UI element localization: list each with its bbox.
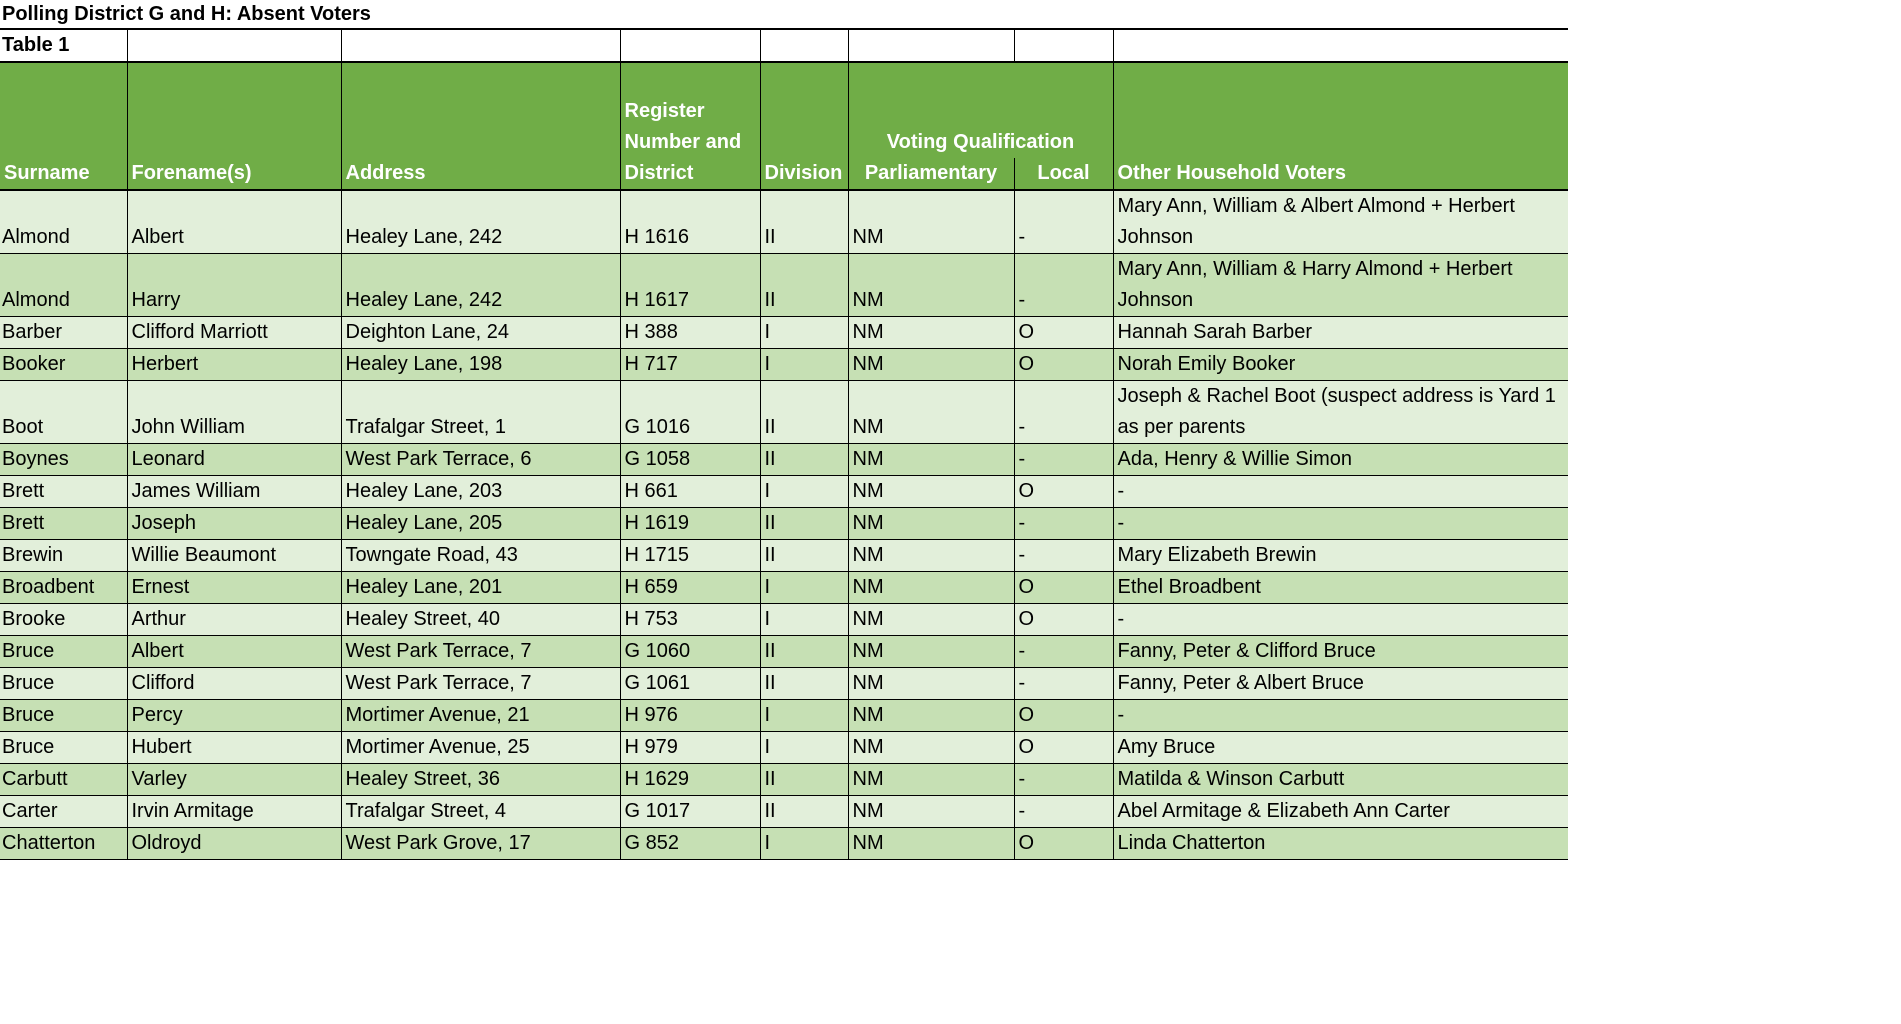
cell-parliamentary[interactable]: NM: [848, 476, 1014, 508]
cell-local[interactable]: O: [1014, 476, 1113, 508]
cell-forenames[interactable]: Hubert: [127, 732, 341, 764]
cell-address[interactable]: Mortimer Avenue, 21: [341, 700, 620, 732]
cell-parliamentary[interactable]: NM: [848, 254, 1014, 317]
cell-division[interactable]: I: [760, 828, 848, 860]
cell-surname[interactable]: Brett: [0, 476, 127, 508]
cell-forenames[interactable]: Ernest: [127, 572, 341, 604]
table-row: [0, 732, 1568, 764]
empty-cell[interactable]: [620, 29, 760, 62]
cell-division[interactable]: II: [760, 636, 848, 668]
cell-forenames[interactable]: Willie Beaumont: [127, 540, 341, 572]
cell-division[interactable]: II: [760, 190, 848, 254]
cell-surname[interactable]: Barber: [0, 317, 127, 349]
cell-local[interactable]: -: [1014, 381, 1113, 444]
cell-parliamentary[interactable]: NM: [848, 668, 1014, 700]
cell-surname[interactable]: Bruce: [0, 668, 127, 700]
cell-forenames[interactable]: Clifford Marriott: [127, 317, 341, 349]
cell-division[interactable]: II: [760, 381, 848, 444]
cell-parliamentary[interactable]: NM: [848, 572, 1014, 604]
cell-surname[interactable]: Almond: [0, 190, 127, 254]
cell-local[interactable]: -: [1014, 796, 1113, 828]
header-surname[interactable]: Surname: [0, 62, 127, 190]
cell-address[interactable]: Healey Lane, 198: [341, 349, 620, 381]
cell-register[interactable]: H 659: [620, 572, 760, 604]
cell-forenames[interactable]: Oldroyd: [127, 828, 341, 860]
table-row: [0, 254, 1568, 317]
cell-forenames[interactable]: Albert: [127, 636, 341, 668]
cell-parliamentary[interactable]: NM: [848, 732, 1014, 764]
header-parliamentary[interactable]: Parliamentary: [848, 158, 1014, 190]
table-row: [0, 508, 1568, 540]
cell-surname[interactable]: Bruce: [0, 732, 127, 764]
cell-other-voters[interactable]: Matilda & Winson Carbutt: [1113, 764, 1568, 796]
empty-cell[interactable]: [848, 29, 1014, 62]
cell-address[interactable]: Trafalgar Street, 1: [341, 381, 620, 444]
cell-surname[interactable]: Boot: [0, 381, 127, 444]
cell-other-voters[interactable]: Mary Elizabeth Brewin: [1113, 540, 1568, 572]
cell-division[interactable]: I: [760, 317, 848, 349]
cell-register[interactable]: G 1060: [620, 636, 760, 668]
cell-forenames[interactable]: Arthur: [127, 604, 341, 636]
cell-division[interactable]: II: [760, 668, 848, 700]
cell-register[interactable]: G 1061: [620, 668, 760, 700]
cell-other-voters[interactable]: Hannah Sarah Barber: [1113, 317, 1568, 349]
cell-address[interactable]: Healey Lane, 201: [341, 572, 620, 604]
cell-forenames[interactable]: Albert: [127, 190, 341, 254]
cell-local[interactable]: O: [1014, 732, 1113, 764]
cell-division[interactable]: II: [760, 540, 848, 572]
cell-register[interactable]: H 388: [620, 317, 760, 349]
cell-address[interactable]: Towngate Road, 43: [341, 540, 620, 572]
cell-address[interactable]: Healey Street, 40: [341, 604, 620, 636]
cell-forenames[interactable]: Leonard: [127, 444, 341, 476]
cell-forenames[interactable]: James William: [127, 476, 341, 508]
cell-division[interactable]: II: [760, 444, 848, 476]
table-row: [0, 540, 1568, 572]
cell-parliamentary[interactable]: NM: [848, 828, 1014, 860]
cell-other-voters[interactable]: -: [1113, 700, 1568, 732]
sheet-title[interactable]: Polling District G and H: Absent Voters: [2, 3, 371, 25]
header-forenames[interactable]: Forename(s): [127, 62, 341, 190]
cell-local[interactable]: -: [1014, 668, 1113, 700]
cell-forenames[interactable]: Clifford: [127, 668, 341, 700]
cell-parliamentary[interactable]: NM: [848, 381, 1014, 444]
cell-other-voters[interactable]: Ada, Henry & Willie Simon: [1113, 444, 1568, 476]
cell-other-voters[interactable]: -: [1113, 476, 1568, 508]
table-row: [0, 636, 1568, 668]
cell-parliamentary[interactable]: NM: [848, 190, 1014, 254]
cell-register[interactable]: H 661: [620, 476, 760, 508]
table-row: [0, 796, 1568, 828]
cell-parliamentary[interactable]: NM: [848, 636, 1014, 668]
cell-local[interactable]: O: [1014, 828, 1113, 860]
cell-division[interactable]: II: [760, 764, 848, 796]
header-division[interactable]: Division: [760, 62, 848, 190]
cell-local[interactable]: -: [1014, 764, 1113, 796]
cell-local[interactable]: -: [1014, 540, 1113, 572]
cell-surname[interactable]: Carter: [0, 796, 127, 828]
table-row: [0, 317, 1568, 349]
empty-cell[interactable]: [341, 29, 620, 62]
cell-division[interactable]: II: [760, 508, 848, 540]
cell-other-voters[interactable]: Joseph & Rachel Boot (suspect address is Yard 1 as per parents: [1113, 381, 1568, 444]
cell-register[interactable]: H 1617: [620, 254, 760, 317]
cell-address[interactable]: West Park Terrace, 7: [341, 668, 620, 700]
header-address[interactable]: Address: [341, 62, 620, 190]
cell-forenames[interactable]: Percy: [127, 700, 341, 732]
cell-division[interactable]: I: [760, 476, 848, 508]
cell-local[interactable]: -: [1014, 508, 1113, 540]
cell-forenames[interactable]: Harry: [127, 254, 341, 317]
table-label-row: [0, 29, 1568, 62]
table-row: [0, 381, 1568, 444]
cell-register[interactable]: H 979: [620, 732, 760, 764]
cell-surname[interactable]: Bruce: [0, 636, 127, 668]
cell-local[interactable]: -: [1014, 190, 1113, 254]
cell-address[interactable]: Healey Lane, 205: [341, 508, 620, 540]
cell-local[interactable]: O: [1014, 317, 1113, 349]
empty-cell[interactable]: [127, 29, 341, 62]
table-label[interactable]: Table 1: [0, 29, 127, 62]
cell-register[interactable]: G 1017: [620, 796, 760, 828]
header-voting-qualification[interactable]: Voting Qualification: [848, 62, 1113, 158]
cell-local[interactable]: -: [1014, 636, 1113, 668]
cell-surname[interactable]: Chatterton: [0, 828, 127, 860]
cell-address[interactable]: Healey Lane, 242: [341, 190, 620, 254]
cell-other-voters[interactable]: Norah Emily Booker: [1113, 349, 1568, 381]
cell-other-voters[interactable]: -: [1113, 604, 1568, 636]
cell-division[interactable]: I: [760, 572, 848, 604]
cell-surname[interactable]: Brett: [0, 508, 127, 540]
table-row: [0, 764, 1568, 796]
cell-address[interactable]: West Park Terrace, 6: [341, 444, 620, 476]
table-row: [0, 444, 1568, 476]
cell-division[interactable]: I: [760, 604, 848, 636]
cell-other-voters[interactable]: Mary Ann, William & Albert Almond + Herbert Johnson: [1113, 190, 1568, 254]
cell-surname[interactable]: Booker: [0, 349, 127, 381]
cell-parliamentary[interactable]: NM: [848, 349, 1014, 381]
cell-register[interactable]: H 1629: [620, 764, 760, 796]
cell-division[interactable]: II: [760, 254, 848, 317]
cell-local[interactable]: -: [1014, 254, 1113, 317]
header-local[interactable]: Local: [1014, 158, 1113, 190]
cell-address[interactable]: Trafalgar Street, 4: [341, 796, 620, 828]
cell-local[interactable]: O: [1014, 349, 1113, 381]
cell-register[interactable]: H 1715: [620, 540, 760, 572]
cell-division[interactable]: I: [760, 349, 848, 381]
header-other-voters[interactable]: Other Household Voters: [1113, 62, 1568, 190]
table-row: [0, 476, 1568, 508]
empty-cell[interactable]: [1113, 29, 1568, 62]
cell-forenames[interactable]: Irvin Armitage: [127, 796, 341, 828]
header-row: [0, 62, 1568, 158]
cell-address[interactable]: Healey Street, 36: [341, 764, 620, 796]
cell-address[interactable]: Deighton Lane, 24: [341, 317, 620, 349]
cell-register[interactable]: G 1016: [620, 381, 760, 444]
cell-other-voters[interactable]: Fanny, Peter & Clifford Bruce: [1113, 636, 1568, 668]
cell-address[interactable]: Healey Lane, 203: [341, 476, 620, 508]
cell-register[interactable]: H 753: [620, 604, 760, 636]
cell-other-voters[interactable]: Amy Bruce: [1113, 732, 1568, 764]
cell-parliamentary[interactable]: NM: [848, 796, 1014, 828]
voters-table: [0, 28, 1568, 860]
cell-other-voters[interactable]: -: [1113, 508, 1568, 540]
cell-parliamentary[interactable]: NM: [848, 700, 1014, 732]
cell-surname[interactable]: Almond: [0, 254, 127, 317]
cell-surname[interactable]: Boynes: [0, 444, 127, 476]
cell-local[interactable]: O: [1014, 572, 1113, 604]
cell-address[interactable]: Healey Lane, 242: [341, 254, 620, 317]
cell-division[interactable]: I: [760, 700, 848, 732]
cell-forenames[interactable]: Herbert: [127, 349, 341, 381]
cell-parliamentary[interactable]: NM: [848, 540, 1014, 572]
cell-other-voters[interactable]: Abel Armitage & Elizabeth Ann Carter: [1113, 796, 1568, 828]
cell-register[interactable]: G 852: [620, 828, 760, 860]
table-row: [0, 700, 1568, 732]
cell-surname[interactable]: Broadbent: [0, 572, 127, 604]
empty-cell[interactable]: [760, 29, 848, 62]
cell-other-voters[interactable]: Fanny, Peter & Albert Bruce: [1113, 668, 1568, 700]
cell-other-voters[interactable]: Ethel Broadbent: [1113, 572, 1568, 604]
table-row: [0, 572, 1568, 604]
cell-register[interactable]: H 717: [620, 349, 760, 381]
cell-register[interactable]: H 1616: [620, 190, 760, 254]
cell-division[interactable]: II: [760, 796, 848, 828]
empty-cell[interactable]: [1014, 29, 1113, 62]
cell-surname[interactable]: Brooke: [0, 604, 127, 636]
cell-surname[interactable]: Bruce: [0, 700, 127, 732]
cell-address[interactable]: West Park Grove, 17: [341, 828, 620, 860]
cell-surname[interactable]: Carbutt: [0, 764, 127, 796]
cell-other-voters[interactable]: Linda Chatterton: [1113, 828, 1568, 860]
cell-surname[interactable]: Brewin: [0, 540, 127, 572]
cell-register[interactable]: G 1058: [620, 444, 760, 476]
table-row: [0, 828, 1568, 860]
cell-address[interactable]: Mortimer Avenue, 25: [341, 732, 620, 764]
header-register[interactable]: Register Number and District: [620, 62, 760, 190]
cell-parliamentary[interactable]: NM: [848, 764, 1014, 796]
cell-local[interactable]: O: [1014, 604, 1113, 636]
table-row: [0, 349, 1568, 381]
table-row: [0, 668, 1568, 700]
cell-parliamentary[interactable]: NM: [848, 604, 1014, 636]
cell-parliamentary[interactable]: NM: [848, 317, 1014, 349]
cell-local[interactable]: -: [1014, 444, 1113, 476]
cell-local[interactable]: O: [1014, 700, 1113, 732]
cell-division[interactable]: I: [760, 732, 848, 764]
cell-forenames[interactable]: Varley: [127, 764, 341, 796]
table-row: [0, 604, 1568, 636]
cell-other-voters[interactable]: Mary Ann, William & Harry Almond + Herbert Johnson: [1113, 254, 1568, 317]
cell-register[interactable]: H 976: [620, 700, 760, 732]
cell-register[interactable]: H 1619: [620, 508, 760, 540]
table-row: [0, 190, 1568, 254]
cell-address[interactable]: West Park Terrace, 7: [341, 636, 620, 668]
cell-parliamentary[interactable]: NM: [848, 444, 1014, 476]
cell-parliamentary[interactable]: NM: [848, 508, 1014, 540]
cell-forenames[interactable]: Joseph: [127, 508, 341, 540]
cell-forenames[interactable]: John William: [127, 381, 341, 444]
